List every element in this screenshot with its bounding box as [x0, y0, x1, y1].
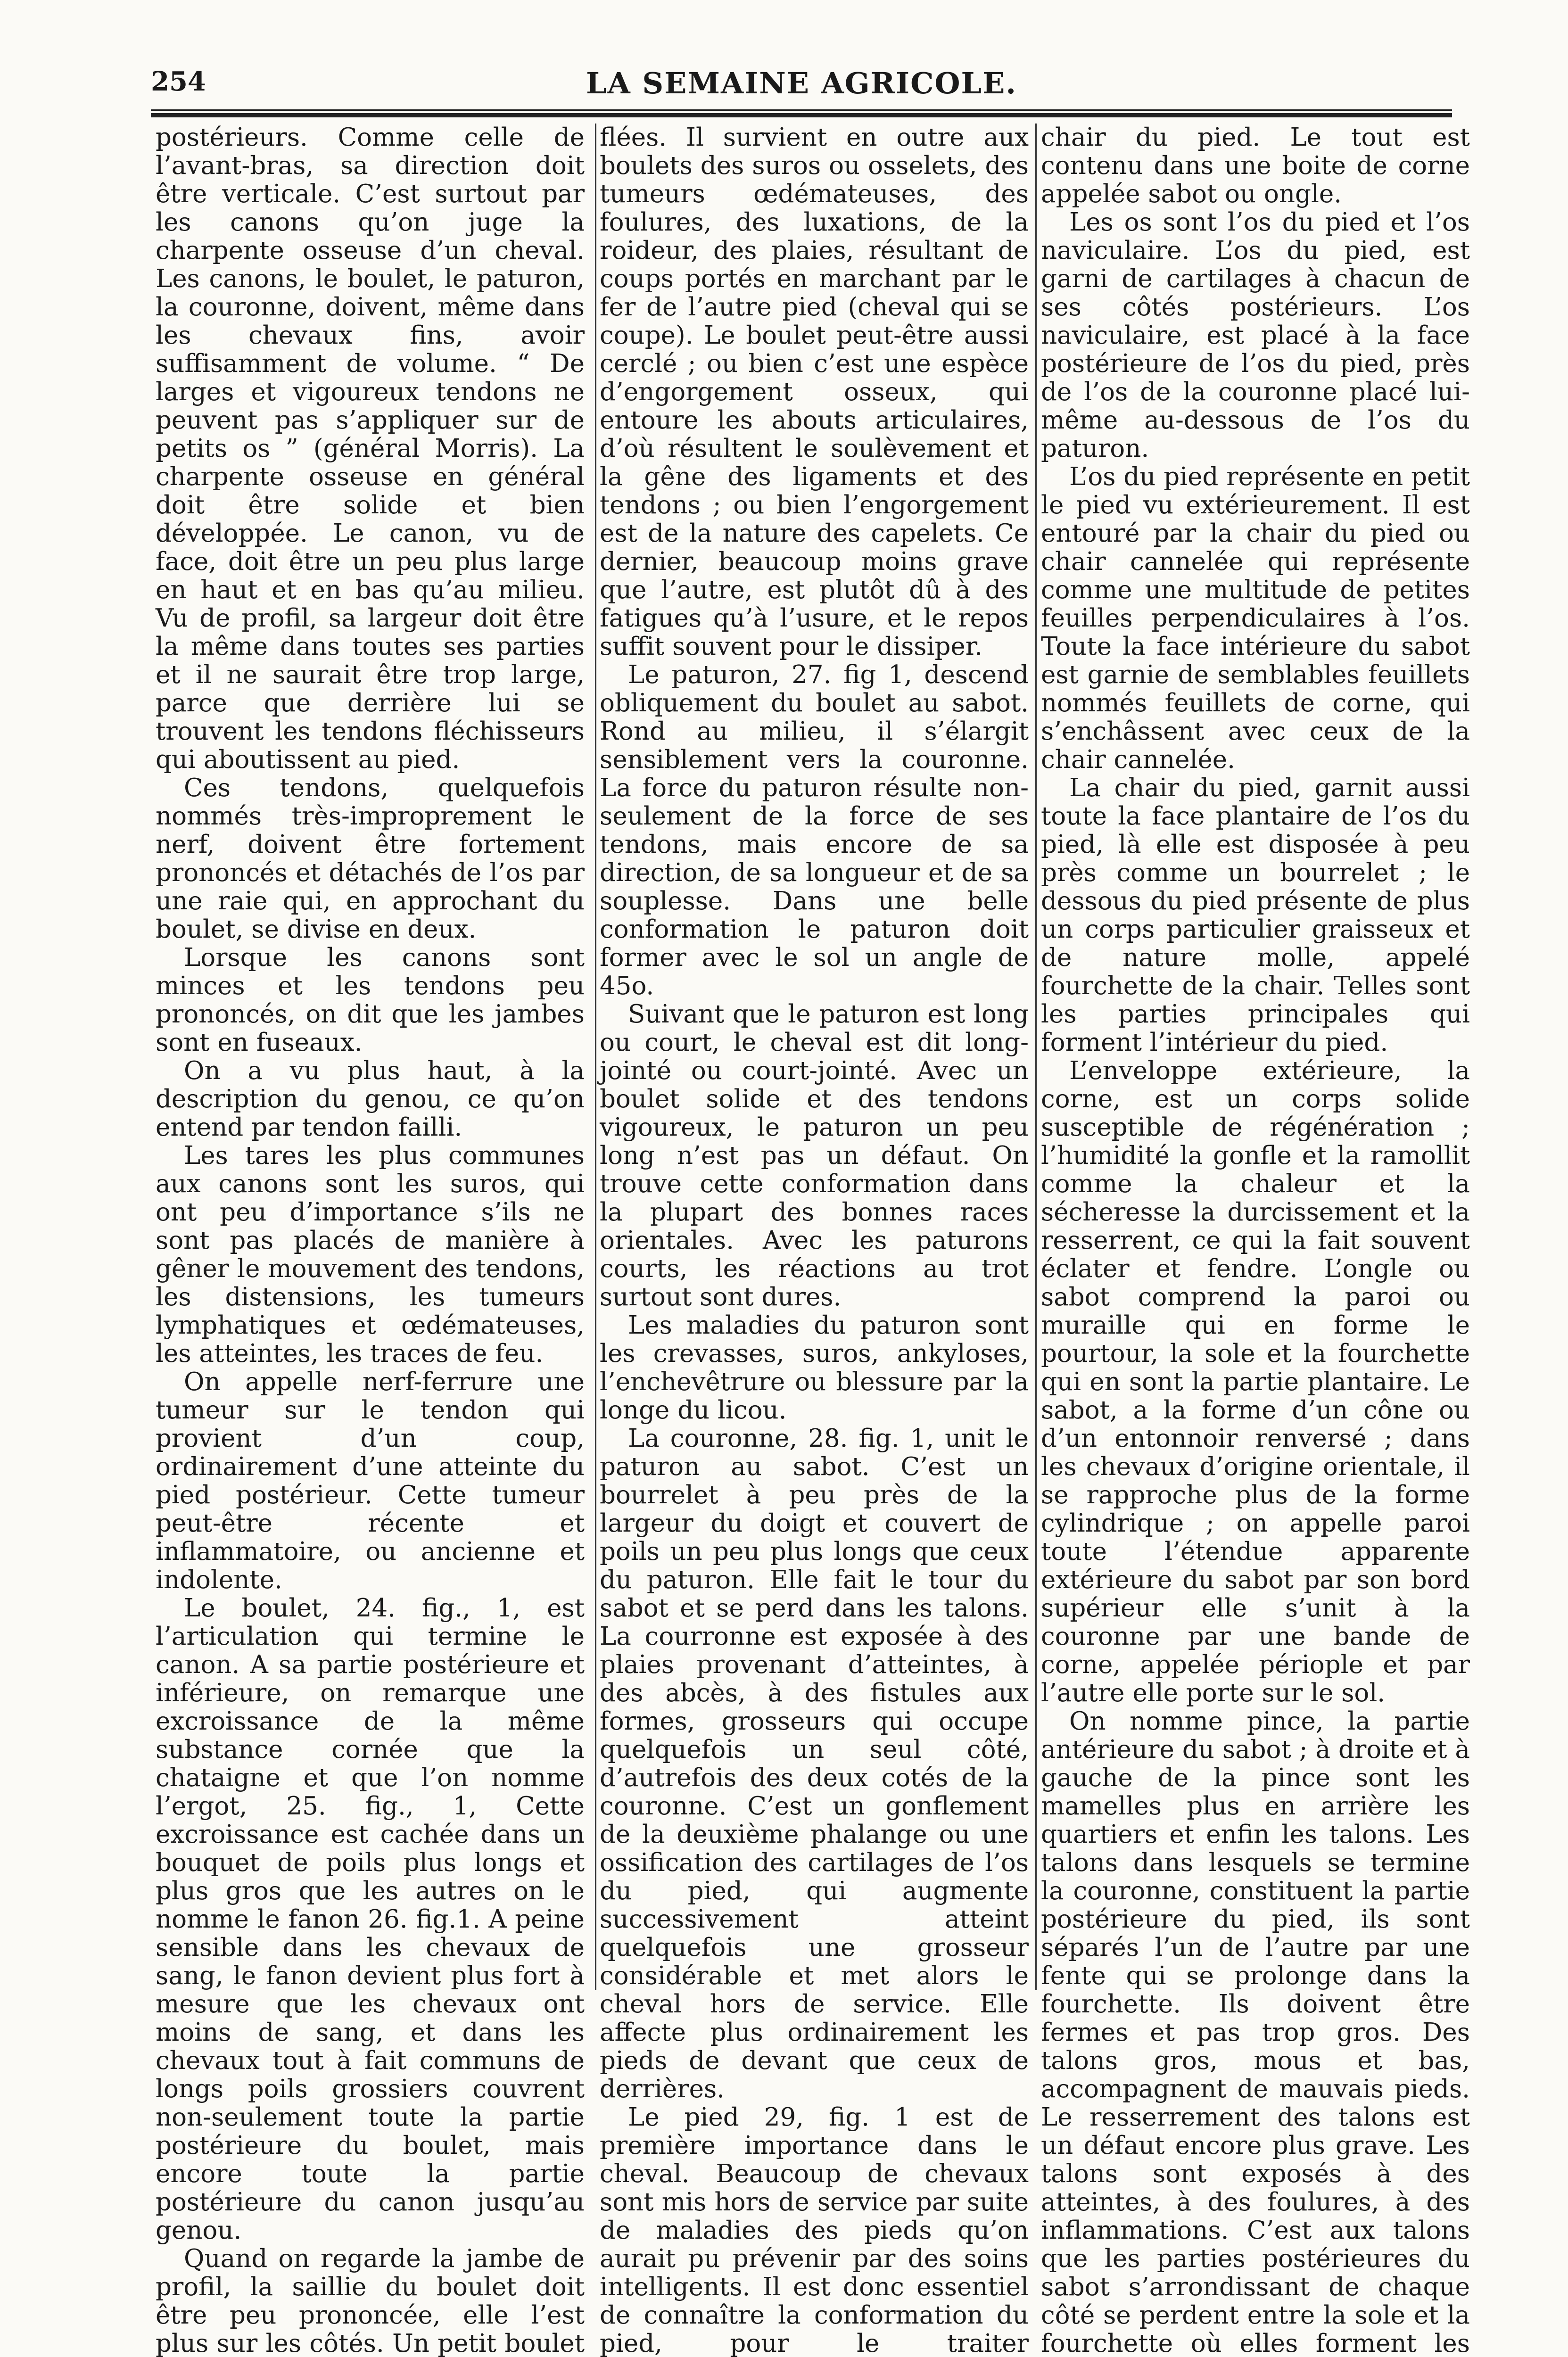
paragraph: Les maladies du paturon sont les crevasses, suros, ankyloses, l’enchevêtrure ou blessure par la longe du licou.: [600, 1311, 1029, 1425]
paragraph: L’os du pied représente en petit le pied vu extérieurement. Il est entouré par la chair du pied ou chair cannelée qui représente comme une multitude de petites feuilles perpendiculaires à l’os. Toute la face intérieure du sabot est garnie de semblables feuillets nommés feuillets de corne, qui s’enchâssent avec ceux de la chair cannelée.: [1041, 462, 1470, 774]
column-divider-2: [1035, 124, 1037, 1990]
column-1: [156, 124, 585, 2357]
column-2: [600, 124, 1029, 2357]
paragraph: flées. Il survient en outre aux boulets des suros ou osselets, des tumeurs œdémateuses, des foulures, des luxations, de la roideur, des plaies, résultant de coups portés en marchant par le fer de l’autre pied (cheval qui se coupe). Le boulet peut-être aussi cerclé ; ou bien c’est une espèce d’engorgement osseux, qui entoure les abouts articulaires, d’où résultent le soulèvement et la gêne des ligaments et des tendons ; ou bien l’engorgement est de la nature des capelets. Ce dernier, beaucoup moins grave que l’autre, est plutôt dû à des fatigues qu’à l’usure, et le repos suffit souvent pour le dissiper.: [600, 123, 1029, 661]
page-header: [151, 66, 1452, 108]
paragraph: On nomme pince, la partie antérieure du sabot ; à droite et à gauche de la pince sont les mamelles plus en arrière les quartiers et enfin les talons. Les talons dans lesquels se termine la couronne, constituent la partie postérieure du pied, ils sont séparés l’un de l’autre par une fente qui se prolonge dans la fourchette. Ils doivent être fermes et pas trop gros. Des talons gros, mous et bas, accompagnent de mauvais pieds. Le resserrement des talons est un défaut encore plus grave. Les talons sont exposés à des atteintes, à des foulures, à des inflammations. C’est aux talons que les parties postérieures du sabot s’arrondissant de chaque côté se perdent entre la sole et la fourchette où elles forment les: [1041, 1707, 1470, 2357]
paragraph: Le paturon, 27. fig 1, descend obliquement du boulet au sabot. Rond au milieu, il s’élargit sensiblement vers la couronne. La force du paturon résulte non-seulement de la force de ses tendons, mais encore de sa direction, de sa longueur et de sa souplesse. Dans une belle conformation le paturon doit former avec le sol un angle de 45o.: [600, 660, 1029, 1000]
column-3: [1041, 124, 1470, 2357]
paragraph: Suivant que le paturon est long ou court, le cheval est dit long-jointé ou court-jointé. Avec un boulet solide et des tendons vigoureux, le paturon un peu long n’est pas un défaut. On trouve cette conformation dans la plupart des bonnes races orientales. Avec les paturons courts, les réactions au trot surtout sont dures.: [600, 1000, 1029, 1311]
paragraph: postérieurs. Comme celle de l’avant-bras, sa direction doit être verticale. C’est surtout par les canons qu’on juge la charpente osseuse d’un cheval. Les canons, le boulet, le paturon, la couronne, doivent, même dans les chevaux fins, avoir suffisamment de volume. “ De larges et vigoureux tendons ne peuvent pas s’appliquer sur de petits os ” (général Morris). La charpente osseuse en général doit être solide et bien développée. Le canon, vu de face, doit être un peu plus large en haut et en bas qu’au milieu. Vu de profil, sa largeur doit être la même dans toutes ses parties et il ne saurait être trop large, parce que derrière lui se trouvent les tendons fléchisseurs qui aboutissent au pied.: [156, 123, 585, 774]
paragraph: Les os sont l’os du pied et l’os naviculaire. L’os du pied, est garni de cartilages à chacun de ses côtés postérieurs. L’os naviculaire, est placé à la face postérieure de l’os du pied, près de l’os de la couronne placé lui-même au-dessous de l’os du paturon.: [1041, 208, 1470, 463]
header-rule-thick: [151, 113, 1452, 117]
paragraph: Le pied 29, fig. 1 est de première importance dans le cheval. Beaucoup de chevaux sont mis hors de service par suite de maladies des pieds qu’on aurait pu prévenir par des soins intelligents. Il est donc essentiel de connaître la conformation du pied, pour le traiter: [600, 2103, 1029, 2357]
header-rule-thin: [151, 109, 1452, 111]
column-divider-1: [595, 124, 596, 1990]
paragraph: Quand on regarde la jambe de profil, la saillie du boulet doit être peu prononcée, elle l’est plus sur les côtés. Un petit boulet: [156, 2244, 585, 2357]
paragraph: chair du pied. Le tout est contenu dans une boite de corne appelée sabot ou ongle.: [1041, 123, 1470, 208]
paragraph: Le boulet, 24. fig., 1, est l’articulation qui termine le canon. A sa partie postérieure et inférieure, on remarque une excroissance de la même substance cornée que la chataigne et que l’on nomme l’ergot, 25. fig., 1, Cette excroissance est cachée dans un bouquet de poils plus longs et plus gros que les autres on le nomme le fanon 26. fig.1. A peine sensible dans les chevaux de sang, le fanon devient plus fort à mesure que les chevaux ont moins de sang, et dans les chevaux tout à fait communs de longs poils grossiers couvrent non-seulement toute la partie postérieure du boulet, mais encore toute la partie postérieure du canon jusqu’au genou.: [156, 1594, 585, 2245]
paragraph: Lorsque les canons sont minces et les tendons peu prononcés, on dit que les jambes sont en fuseaux.: [156, 943, 585, 1057]
paragraph: On a vu plus haut, à la description du genou, ce qu’on entend par tendon failli.: [156, 1056, 585, 1142]
paragraph: L’enveloppe extérieure, la corne, est un corps solide susceptible de régénération ; l’humidité la gonfle et la ramollit comme la chaleur et la sécheresse la durcissement et la resserrent, ce qui la fait souvent éclater et fendre. L’ongle ou sabot comprend la paroi ou muraille qui en forme le pourtour, la sole et la fourchette qui en sont la partie plantaire. Le sabot, a la forme d’un cône ou d’un entonnoir renversé ; dans les chevaux d’origine orientale, il se rapproche plus de la forme cylindrique ; on appelle paroi toute l’étendue apparente extérieure du sabot par son bord supérieur elle s’unit à la couronne par une bande de corne, appelée périople et par l’autre elle porte sur le sol.: [1041, 1056, 1470, 1707]
paragraph: Les tares les plus communes aux canons sont les suros, qui ont peu d’importance s’ils ne sont pas placés de manière à gêner le mouvement des tendons, les distensions, les tumeurs lymphatiques et œdémateuses, les atteintes, les traces de feu.: [156, 1141, 585, 1368]
paragraph: La chair du pied, garnit aussi toute la face plantaire de l’os du pied, là elle est disposée à peu près comme un bourrelet ; le dessous du pied présente de plus un corps particulier graisseux et de nature molle, appelé fourchette de la chair. Telles sont les parties principales qui forment l’intérieur du pied.: [1041, 774, 1470, 1057]
page-number: 254: [151, 66, 206, 97]
paragraph: Ces tendons, quelquefois nommés très-improprement le nerf, doivent être fortement prononcés et détachés de l’os par une raie qui, en approchant du boulet, se divise en deux.: [156, 774, 585, 944]
paragraph: On appelle nerf-ferrure une tumeur sur le tendon qui provient d’un coup, ordinairement d’une atteinte du pied postérieur. Cette tumeur peut-être récente et inflammatoire, ou ancienne et indolente.: [156, 1368, 585, 1594]
paragraph: La couronne, 28. fig. 1, unit le paturon au sabot. C’est un bourrelet à peu près de la largeur du doigt et couvert de poils un peu plus longs que ceux du paturon. Elle fait le tour du sabot et se perd dans les talons. La courronne est exposée à des plaies provenant d’atteintes, à des abcès, à des fistules aux formes, grosseurs qui occupe quelquefois un seul côté, d’autrefois des deux cotés de la couronne. C’est un gonflement de la deuxième phalange ou une ossification des cartilages de l’os du pied, qui augmente successivement atteint quelquefois une grosseur considérable et met alors le cheval hors de service. Elle affecte plus ordinairement les pieds de devant que ceux de derrières.: [600, 1424, 1029, 2103]
journal-title: LA SEMAINE AGRICOLE.: [586, 66, 1017, 100]
